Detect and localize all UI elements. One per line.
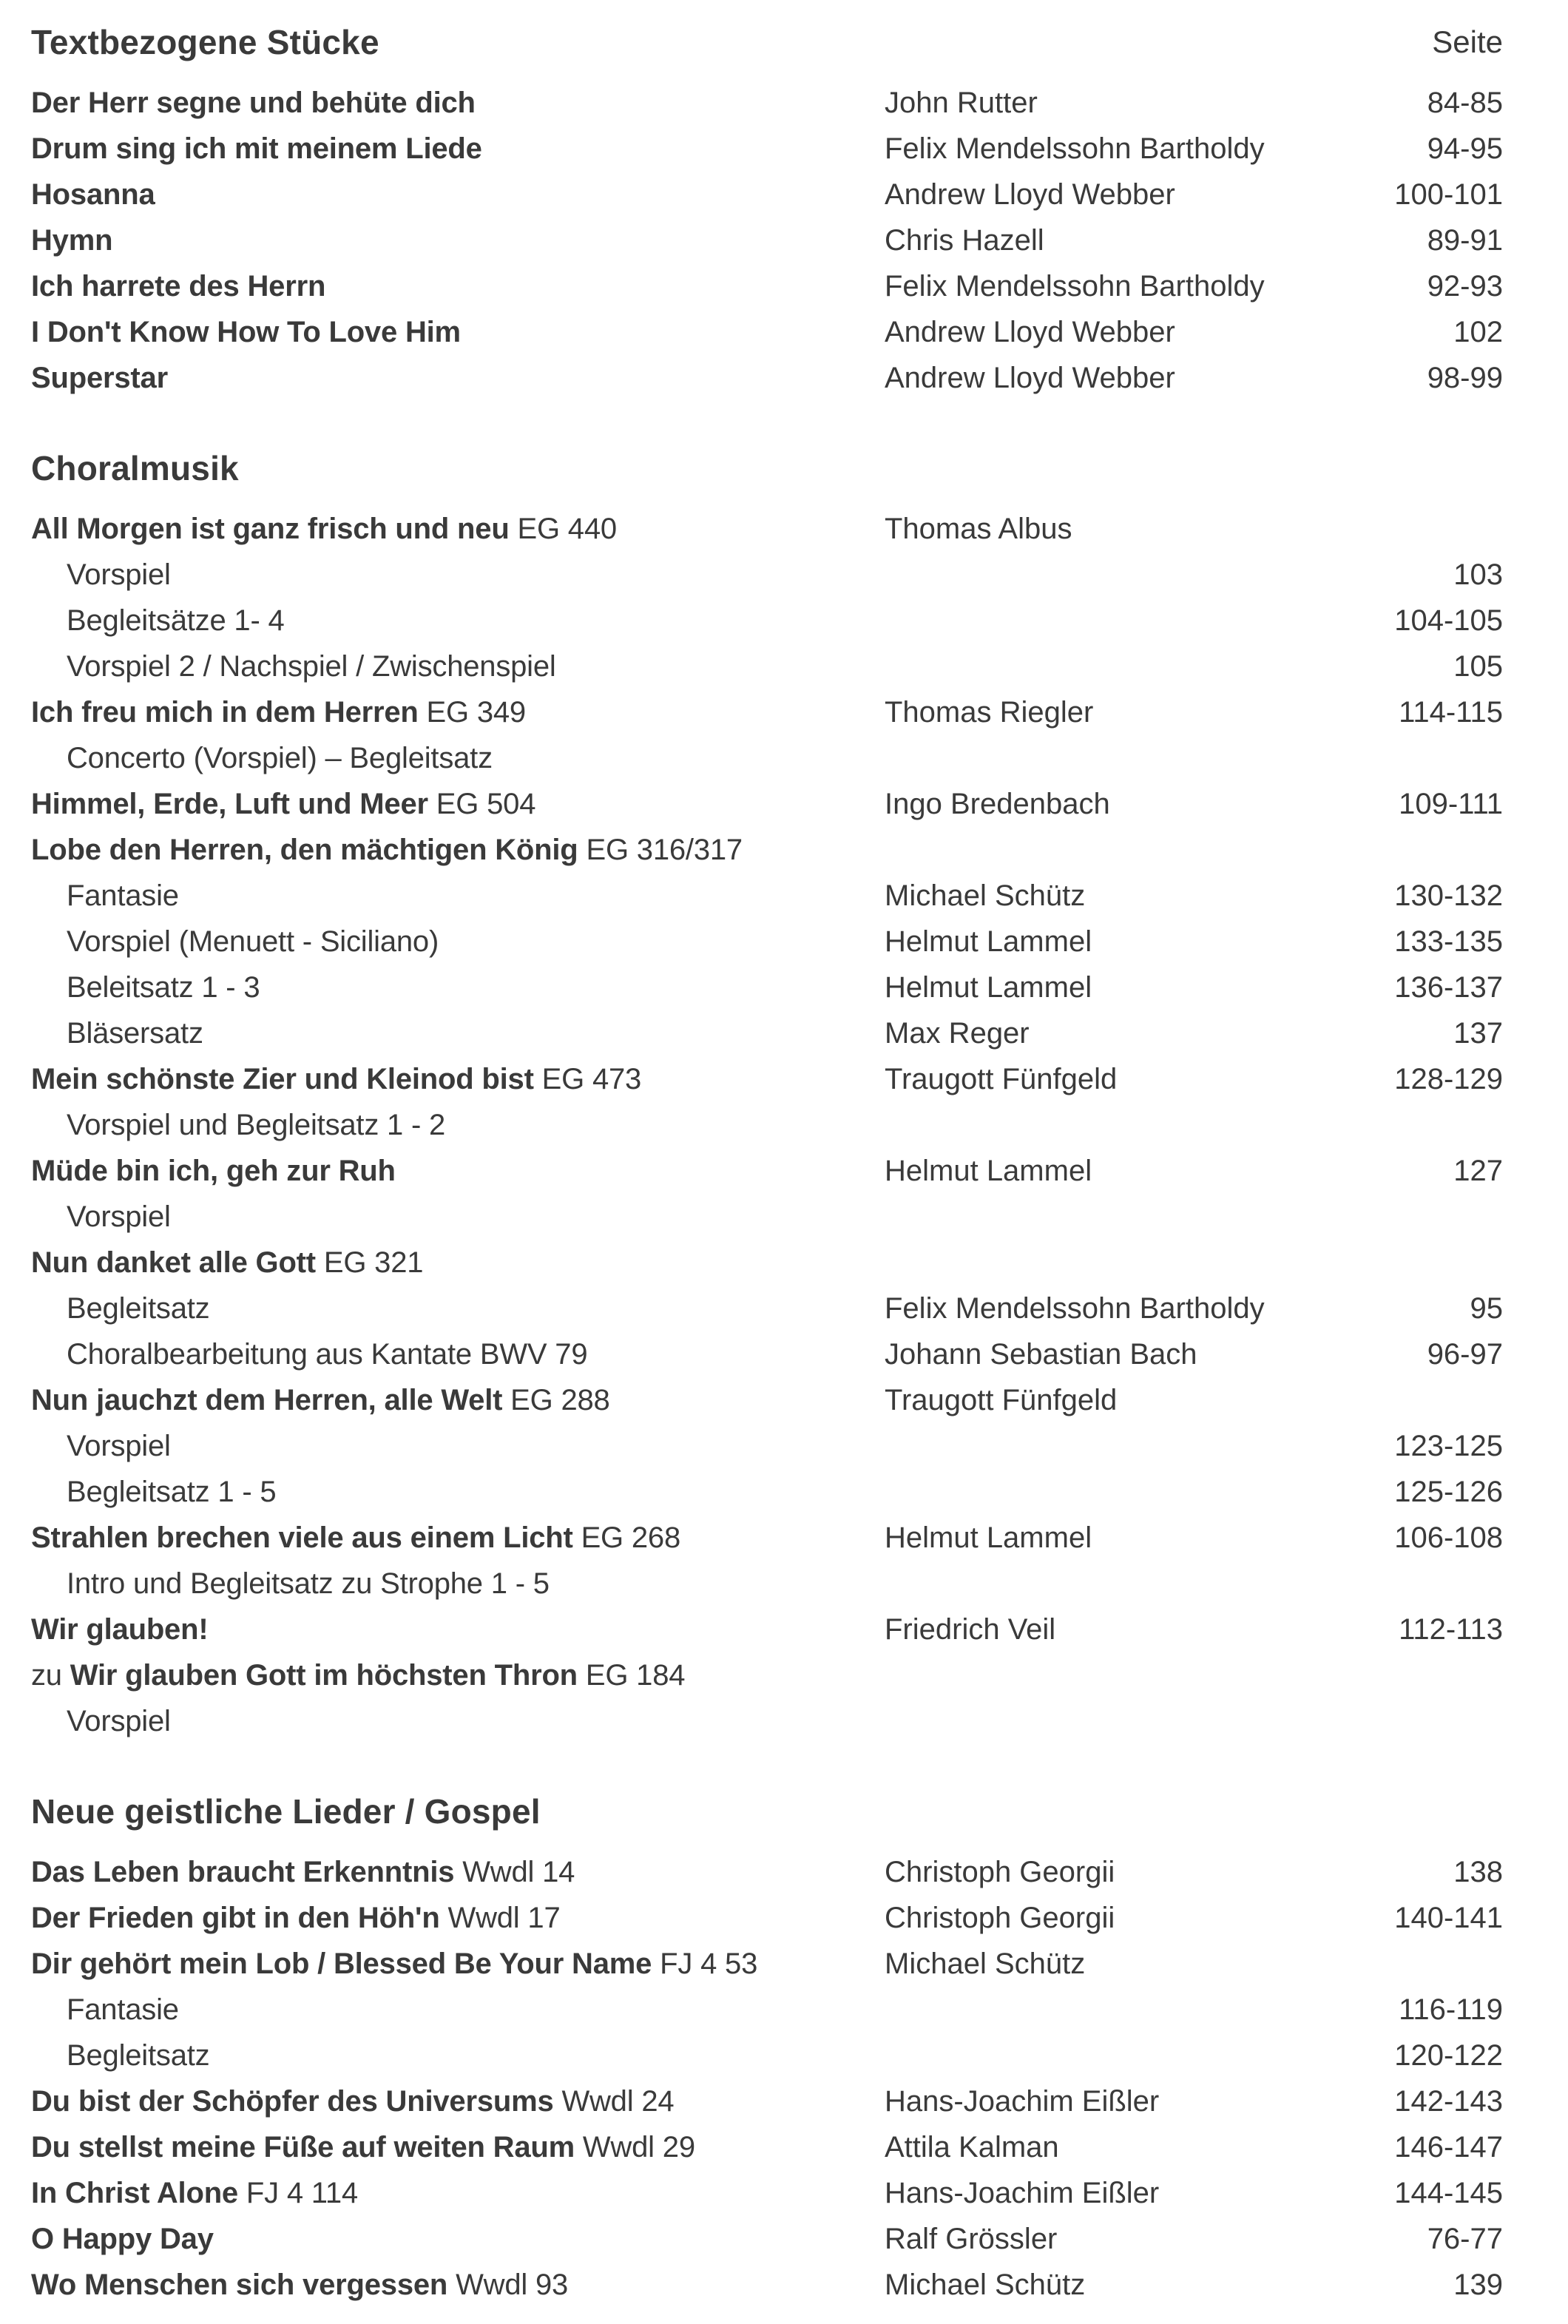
table-row xyxy=(0,1561,1568,1607)
row-page-number: 100-101 xyxy=(1394,178,1503,211)
row-title-regular: Bläsersatz xyxy=(67,1017,203,1050)
row-title-regular: Wwdl 14 xyxy=(454,1856,575,1888)
table-row xyxy=(0,1377,1568,1423)
row-title-bold: Hosanna xyxy=(31,178,155,211)
table-row xyxy=(0,1698,1568,1744)
row-title xyxy=(67,1561,550,1607)
row-title-regular: Wwdl 29 xyxy=(574,2131,695,2163)
row-composer: Max Reger xyxy=(885,1017,1030,1050)
row-title xyxy=(31,2124,695,2170)
top-spacer xyxy=(0,0,1568,16)
row-composer: Helmut Lammel xyxy=(885,1155,1092,1187)
row-title xyxy=(67,1698,171,1744)
row-composer: Thomas Riegler xyxy=(885,696,1094,729)
row-page-number: 133-135 xyxy=(1394,925,1503,958)
column-header-page: Seite xyxy=(1432,24,1503,59)
row-composer: Michael Schütz xyxy=(885,1948,1086,1980)
row-page-number: 116-119 xyxy=(1399,1993,1503,2026)
row-title-bold: Mein schönste Zier und Kleinod bist xyxy=(31,1063,534,1095)
row-title xyxy=(31,263,325,309)
row-title xyxy=(31,1849,575,1895)
row-title-bold: Strahlen brechen viele aus einem Licht xyxy=(31,1521,573,1554)
row-title-regular: EG 288 xyxy=(502,1384,610,1416)
row-page-number: 95 xyxy=(1470,1292,1503,1325)
row-title-bold: Nun jauchzt dem Herren, alle Welt xyxy=(31,1384,503,1416)
row-title-bold: Ich freu mich in dem Herren xyxy=(31,696,419,729)
row-title-bold: Lobe den Herren, den mächtigen König xyxy=(31,834,578,866)
row-title-regular: Wwdl 17 xyxy=(439,1902,561,1934)
table-row xyxy=(0,2078,1568,2124)
row-title xyxy=(31,1377,610,1423)
row-title xyxy=(31,506,617,552)
row-title-prefix: zu xyxy=(31,1659,70,1692)
row-title-bold: Wo Menschen sich vergessen xyxy=(31,2269,448,2301)
table-row xyxy=(0,217,1568,263)
table-row xyxy=(0,263,1568,309)
row-composer: Andrew Lloyd Webber xyxy=(885,316,1175,348)
row-page-number: 114-115 xyxy=(1399,696,1503,729)
row-title xyxy=(67,735,493,781)
table-row xyxy=(0,965,1568,1010)
table-row xyxy=(0,1194,1568,1240)
table-row xyxy=(0,598,1568,644)
row-page-number: 125-126 xyxy=(1394,1476,1503,1508)
section-heading xyxy=(0,16,1568,68)
row-page-number: 144-145 xyxy=(1394,2177,1503,2209)
row-title-regular: Vorspiel xyxy=(67,1200,171,1233)
table-row xyxy=(0,1056,1568,1102)
table-row xyxy=(0,1607,1568,1652)
row-composer: Ralf Grössler xyxy=(885,2223,1058,2255)
row-title-bold: Hymn xyxy=(31,224,113,257)
table-row xyxy=(0,552,1568,598)
row-title-bold: Superstar xyxy=(31,362,168,394)
table-row xyxy=(0,1515,1568,1561)
row-title-regular: EG 184 xyxy=(577,1659,686,1692)
table-row xyxy=(0,2170,1568,2216)
row-page-number: 98-99 xyxy=(1427,362,1503,394)
row-title-regular: Concerto (Vorspiel) – Begleitsatz xyxy=(67,742,493,774)
row-title-regular: EG 504 xyxy=(428,788,536,820)
row-title-bold: I Don't Know How To Love Him xyxy=(31,316,461,348)
row-title-bold: Du stellst meine Füße auf weiten Raum xyxy=(31,2131,575,2163)
row-page-number: 105 xyxy=(1453,650,1503,683)
table-row xyxy=(0,1240,1568,1286)
row-composer: Andrew Lloyd Webber xyxy=(885,362,1175,394)
row-title xyxy=(67,919,439,965)
row-title xyxy=(67,1102,445,1148)
row-page-number: 103 xyxy=(1453,558,1503,591)
table-row xyxy=(0,506,1568,552)
row-title-regular: Begleitsatz xyxy=(67,1292,210,1325)
row-title-bold: Himmel, Erde, Luft und Meer xyxy=(31,788,428,820)
row-title xyxy=(67,2033,209,2078)
row-page-number: 84-85 xyxy=(1427,87,1503,119)
row-title-regular: EG 440 xyxy=(509,513,617,545)
row-title-regular: Vorspiel xyxy=(67,558,171,591)
row-composer: Ingo Bredenbach xyxy=(885,788,1110,820)
section-heading xyxy=(0,442,1568,494)
row-page-number: 140-141 xyxy=(1394,1902,1503,1934)
row-title xyxy=(31,217,112,263)
table-row xyxy=(0,2216,1568,2262)
table-row xyxy=(0,355,1568,401)
row-composer: Attila Kalman xyxy=(885,2131,1059,2163)
section-spacer xyxy=(0,1744,1568,1786)
row-title xyxy=(67,644,556,689)
table-row xyxy=(0,735,1568,781)
section-heading-label: Neue geistliche Lieder / Gospel xyxy=(31,1792,541,1831)
row-title-bold: Der Frieden gibt in den Höh'n xyxy=(31,1902,440,1934)
row-composer: Friedrich Veil xyxy=(885,1613,1056,1646)
row-page-number: 94-95 xyxy=(1427,132,1503,165)
row-title xyxy=(31,126,482,172)
row-title-regular: Vorspiel und Begleitsatz 1 - 2 xyxy=(67,1109,446,1141)
row-title xyxy=(31,781,535,827)
row-composer: Felix Mendelssohn Bartholdy xyxy=(885,1292,1265,1325)
row-title xyxy=(31,689,526,735)
row-page-number: 104-105 xyxy=(1394,604,1503,637)
heading-spacer xyxy=(0,68,1568,80)
row-title-regular: EG 349 xyxy=(418,696,526,729)
row-page-number: 130-132 xyxy=(1394,879,1503,912)
section-heading-label: Choralmusik xyxy=(31,449,239,487)
table-row xyxy=(0,80,1568,126)
table-row xyxy=(0,827,1568,873)
row-composer: John Rutter xyxy=(885,87,1038,119)
table-row xyxy=(0,689,1568,735)
table-row xyxy=(0,172,1568,217)
row-composer: Thomas Albus xyxy=(885,513,1072,545)
toc-root xyxy=(0,16,1568,2308)
row-title-regular: EG 473 xyxy=(533,1063,642,1095)
row-title-regular: Vorspiel 2 / Nachspiel / Zwischenspiel xyxy=(67,650,556,683)
row-page-number: 139 xyxy=(1453,2269,1503,2301)
row-composer: Felix Mendelssohn Bartholdy xyxy=(885,270,1265,303)
row-title-regular: EG 321 xyxy=(315,1246,424,1279)
section-heading xyxy=(0,1786,1568,1837)
table-row xyxy=(0,1331,1568,1377)
row-title xyxy=(31,1895,561,1941)
table-row xyxy=(0,1148,1568,1194)
row-composer: Hans-Joachim Eißler xyxy=(885,2177,1160,2209)
row-page-number: 112-113 xyxy=(1399,1613,1503,1646)
heading-spacer xyxy=(0,1837,1568,1849)
row-page-number: 106-108 xyxy=(1394,1521,1503,1554)
row-title-regular: Wwdl 93 xyxy=(447,2269,569,2301)
row-title-regular: Begleitsatz xyxy=(67,2039,210,2072)
row-title xyxy=(31,1240,423,1286)
row-title xyxy=(67,1987,179,2033)
section-heading-label: Textbezogene Stücke xyxy=(31,23,379,61)
row-title-bold: All Morgen ist ganz frisch und neu xyxy=(31,513,510,545)
row-title-bold: Der Herr segne und behüte dich xyxy=(31,87,476,119)
table-row xyxy=(0,309,1568,355)
table-row xyxy=(0,1652,1568,1698)
table-row xyxy=(0,919,1568,965)
table-row xyxy=(0,126,1568,172)
row-title-bold: Dir gehört mein Lob / Blessed Be Your Name xyxy=(31,1948,652,1980)
row-title-regular: Vorspiel (Menuett - Siciliano) xyxy=(67,925,439,958)
row-title-bold: Wir glauben Gott im höchsten Thron xyxy=(70,1659,578,1692)
row-page-number: 142-143 xyxy=(1394,2085,1503,2118)
row-title xyxy=(31,1148,396,1194)
row-composer: Traugott Fünfgeld xyxy=(885,1063,1118,1095)
row-title-bold: In Christ Alone xyxy=(31,2177,238,2209)
row-composer: Helmut Lammel xyxy=(885,925,1092,958)
heading-spacer xyxy=(0,494,1568,506)
table-row xyxy=(0,1849,1568,1895)
row-title xyxy=(67,1331,587,1377)
row-title-bold: Das Leben braucht Erkenntnis xyxy=(31,1856,455,1888)
row-page-number: 146-147 xyxy=(1394,2131,1503,2163)
row-composer: Christoph Georgii xyxy=(885,1902,1115,1934)
row-title-regular: Vorspiel xyxy=(67,1705,171,1737)
table-row xyxy=(0,1987,1568,2033)
table-row xyxy=(0,2262,1568,2308)
row-title xyxy=(67,552,171,598)
row-title-regular: FJ 4 53 xyxy=(652,1948,758,1980)
table-row xyxy=(0,781,1568,827)
row-title xyxy=(67,1010,203,1056)
row-title-regular: EG 316/317 xyxy=(578,834,743,866)
row-title xyxy=(31,355,168,401)
row-title xyxy=(31,1941,757,1987)
row-page-number: 120-122 xyxy=(1394,2039,1503,2072)
row-title-regular: Wwdl 24 xyxy=(553,2085,675,2118)
row-title-regular: Begleitsätze 1- 4 xyxy=(67,604,285,637)
row-title xyxy=(67,598,285,644)
row-title xyxy=(31,2216,214,2262)
table-row xyxy=(0,1423,1568,1469)
row-page-number: 89-91 xyxy=(1427,224,1503,257)
row-title-bold: Müde bin ich, geh zur Ruh xyxy=(31,1155,396,1187)
row-title xyxy=(67,1469,276,1515)
row-title xyxy=(31,2170,358,2216)
row-title-regular: FJ 4 114 xyxy=(237,2177,358,2209)
row-composer: Traugott Fünfgeld xyxy=(885,1384,1118,1416)
row-composer: Michael Schütz xyxy=(885,879,1086,912)
table-row xyxy=(0,1469,1568,1515)
row-title-regular: Beleitsatz 1 - 3 xyxy=(67,971,260,1004)
row-composer: Helmut Lammel xyxy=(885,971,1092,1004)
table-row xyxy=(0,2124,1568,2170)
table-row xyxy=(0,1895,1568,1941)
row-title-regular: Vorspiel xyxy=(67,1430,171,1462)
row-title xyxy=(31,2262,568,2308)
row-composer: Felix Mendelssohn Bartholdy xyxy=(885,132,1265,165)
row-title-regular: Fantasie xyxy=(67,879,179,912)
row-page-number: 128-129 xyxy=(1394,1063,1503,1095)
row-title xyxy=(31,2078,674,2124)
row-title-bold: Drum sing ich mit meinem Liede xyxy=(31,132,482,165)
row-title-regular: Fantasie xyxy=(67,1993,179,2026)
section-spacer xyxy=(0,401,1568,442)
row-title xyxy=(31,1607,208,1652)
row-page-number: 76-77 xyxy=(1427,2223,1503,2255)
row-composer: Andrew Lloyd Webber xyxy=(885,178,1175,211)
row-title xyxy=(67,1194,171,1240)
row-title xyxy=(67,873,179,919)
row-composer: Helmut Lammel xyxy=(885,1521,1092,1554)
row-title-bold: Nun danket alle Gott xyxy=(31,1246,316,1279)
row-title-regular: Begleitsatz 1 - 5 xyxy=(67,1476,277,1508)
row-title-regular: EG 268 xyxy=(572,1521,681,1554)
row-title xyxy=(31,309,461,355)
row-page-number: 123-125 xyxy=(1394,1430,1503,1462)
row-page-number: 102 xyxy=(1453,316,1503,348)
row-title xyxy=(31,1652,685,1698)
table-row xyxy=(0,644,1568,689)
table-row xyxy=(0,2033,1568,2078)
row-title xyxy=(67,965,260,1010)
row-composer: Hans-Joachim Eißler xyxy=(885,2085,1160,2118)
row-title-regular: Intro und Begleitsatz zu Strophe 1 - 5 xyxy=(67,1567,550,1600)
table-row xyxy=(0,1010,1568,1056)
row-page-number: 96-97 xyxy=(1427,1338,1503,1371)
row-title xyxy=(31,1515,680,1561)
row-title xyxy=(67,1423,171,1469)
row-title xyxy=(31,827,743,873)
row-composer: Christoph Georgii xyxy=(885,1856,1115,1888)
row-title-regular: Choralbearbeitung aus Kantate BWV 79 xyxy=(67,1338,588,1371)
row-title-bold: Wir glauben! xyxy=(31,1613,209,1646)
row-page-number: 138 xyxy=(1453,1856,1503,1888)
row-title xyxy=(31,80,476,126)
table-row xyxy=(0,1102,1568,1148)
row-composer: Michael Schütz xyxy=(885,2269,1086,2301)
row-composer: Chris Hazell xyxy=(885,224,1044,257)
table-row xyxy=(0,873,1568,919)
row-page-number: 136-137 xyxy=(1394,971,1503,1004)
row-title-bold: O Happy Day xyxy=(31,2223,214,2255)
table-row xyxy=(0,1286,1568,1331)
row-page-number: 127 xyxy=(1453,1155,1503,1187)
row-title xyxy=(67,1286,209,1331)
table-row xyxy=(0,1941,1568,1987)
row-composer: Johann Sebastian Bach xyxy=(885,1338,1197,1371)
row-page-number: 137 xyxy=(1453,1017,1503,1050)
row-title xyxy=(31,1056,641,1102)
row-title-bold: Du bist der Schöpfer des Universums xyxy=(31,2085,554,2118)
row-page-number: 92-93 xyxy=(1427,270,1503,303)
row-title xyxy=(31,172,155,217)
row-page-number: 109-111 xyxy=(1399,788,1503,820)
row-title-bold: Ich harrete des Herrn xyxy=(31,270,326,303)
